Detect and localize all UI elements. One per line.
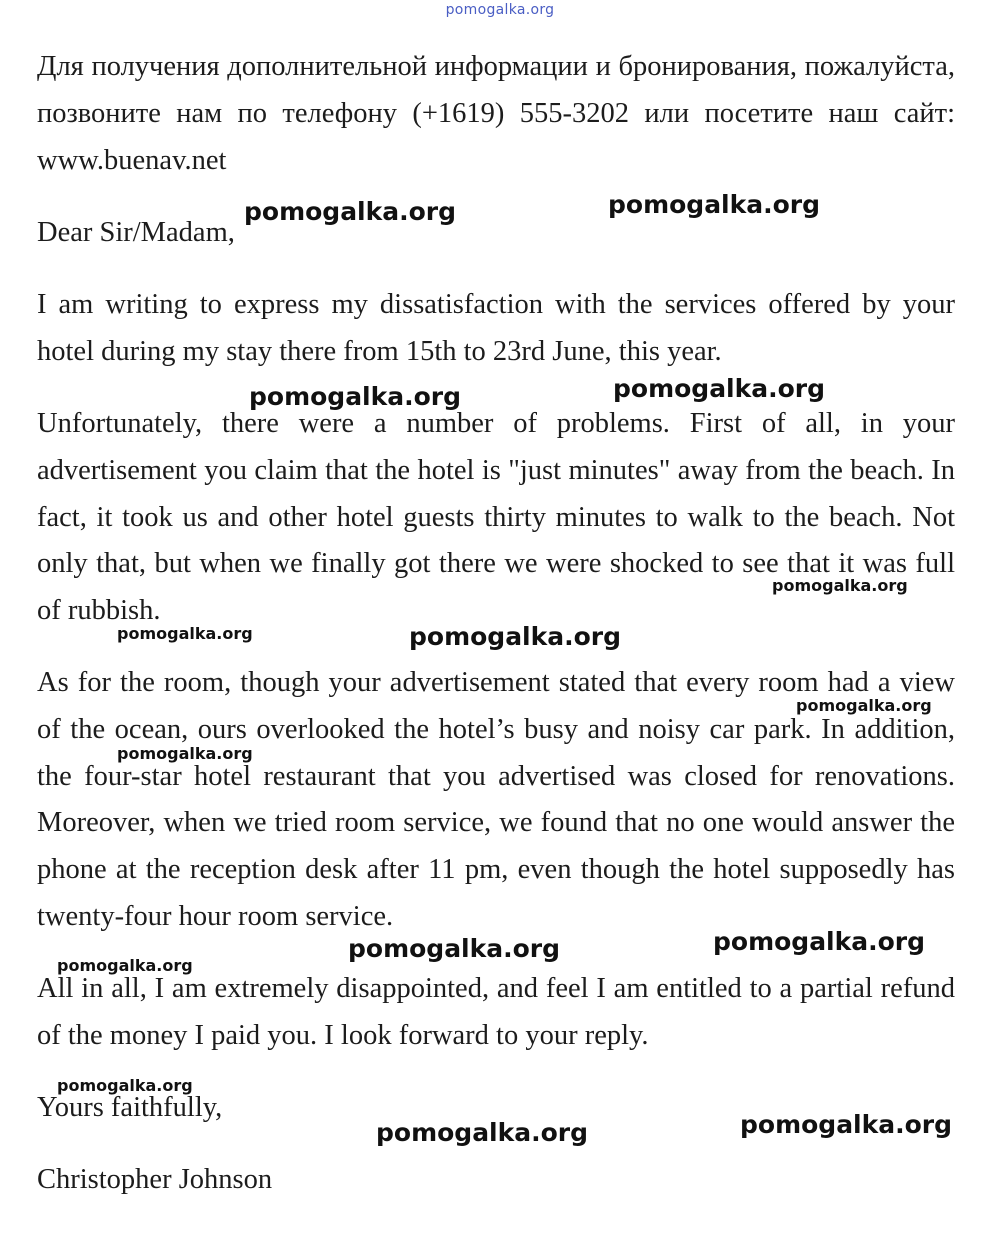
watermark: pomogalka.org: [57, 1076, 193, 1095]
intro-paragraph: Для получения дополнительной информации и бронирования, пожалуйста, позвоните нам по телефону (+1619) 555-3202 или посетите наш сайт: www.buenav.net: [37, 51, 955, 176]
greeting: Dear Sir/Madam,: [37, 217, 235, 248]
watermark: pomogalka.org: [376, 1118, 589, 1147]
paragraph-2: Unfortunately, there were a number of problems. First of all, in your advertisement you claim that the hotel is "just minutes" away from the beach. In fact, it took us and other hotel guests thirty minutes to walk to the beach. Not only that, but when we finally got there we were shocked to see that it was full of rubbish.: [37, 408, 955, 627]
watermark: pomogalka.org: [740, 1110, 953, 1139]
watermark: pomogalka.org: [772, 576, 908, 595]
paragraph-4: All in all, I am extremely disappointed, and feel I am entitled to a partial refund of the money I paid you. I look forward to your reply.: [37, 973, 955, 1051]
watermark: pomogalka.org: [796, 696, 932, 715]
watermark: pomogalka.org: [613, 374, 826, 403]
closing: Yours faithfully,: [37, 1092, 223, 1123]
watermark: pomogalka.org: [117, 624, 253, 643]
header-watermark: pomogalka.org: [445, 2, 555, 18]
watermark: pomogalka.org: [117, 744, 253, 763]
watermark: pomogalka.org: [409, 622, 622, 651]
paragraph-3: As for the room, though your advertisement stated that every room had a view of the ocean, ours overlooked the hotel’s busy and noisy car park. In addition, the four-star hotel restaurant that you advertised was closed for renovations. Moreover, when we tried room service, we found that no one would answer the phone at the reception desk after 11 pm, even though the hotel supposedly has twenty-four hour room service.: [37, 667, 955, 932]
watermark: pomogalka.org: [244, 197, 457, 226]
watermark: pomogalka.org: [348, 934, 561, 963]
watermark: pomogalka.org: [608, 190, 821, 219]
watermark: pomogalka.org: [57, 956, 193, 975]
watermark: pomogalka.org: [249, 382, 462, 411]
watermark: pomogalka.org: [713, 927, 926, 956]
paragraph-1: I am writing to express my dissatisfaction with the services offered by your hotel during my stay there from 15th to 23rd June, this year.: [37, 289, 955, 367]
signature: Christopher Johnson: [37, 1164, 273, 1195]
